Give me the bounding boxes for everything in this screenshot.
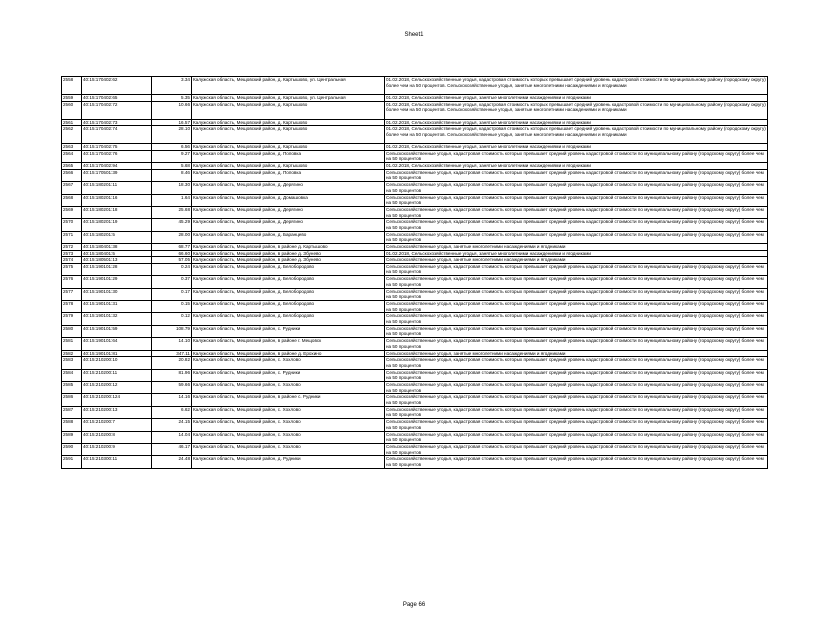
row-number-cell: 2571 [62, 231, 82, 243]
area-cell: 5.35 [152, 95, 192, 102]
table-row [62, 244, 768, 251]
land-category-cell: Сельскохозяйственные угодья, кадастровая стоимость которых превышает средний уровень кадастровой стоимости по муниципальному району (городскому округу) более чем на 50 процентов [385, 325, 768, 337]
cadastral-number-cell: 40:15:180501:13 [82, 257, 152, 264]
area-cell: 14.16 [152, 394, 192, 406]
row-number-cell: 2565 [62, 163, 82, 170]
area-cell: 0.12 [152, 313, 192, 325]
table-row [62, 101, 768, 119]
cadastral-number-cell: 40:15:170402:72 [82, 101, 152, 119]
cadastral-number-cell: 40:15:190101:81 [82, 350, 152, 357]
land-category-cell: Сельскохозяйственные угодья, кадастровая стоимость которых превышает средний уровень кадастровой стоимости по муниципальному району (городскому округу) более чем на 50 процентов [385, 206, 768, 218]
area-cell: 18.30 [152, 182, 192, 194]
address-cell: Калужская область, Мещовский район, в районе г. Мещовск [192, 338, 385, 350]
table-row [62, 382, 768, 394]
area-cell: 14.10 [152, 338, 192, 350]
area-cell: 10.66 [152, 101, 192, 119]
address-cell: Калужская область, Мещовский район, д. Белобородово [192, 263, 385, 275]
cadastral-number-cell: 40:15:170402:94 [82, 163, 152, 170]
cadastral-number-cell: 40:15:210200:10 [82, 357, 152, 369]
address-cell: Калужская область, Мещовский район, д. Белобородово [192, 276, 385, 288]
address-cell: Калужская область, Мещовский район, с. Хохлово [192, 406, 385, 418]
row-number-cell: 2590 [62, 443, 82, 455]
area-cell: 68.77 [152, 244, 192, 251]
table-row [62, 119, 768, 126]
address-cell: Калужская область, Мещовский район, д. Белобородово [192, 301, 385, 313]
cadastral-number-cell: 40:15:210200:11 [82, 369, 152, 381]
address-cell: Калужская область, Мещовский район, д. Поповка [192, 169, 385, 181]
row-number-cell: 2587 [62, 406, 82, 418]
land-category-cell: Сельскохозяйственные угодья, кадастровая стоимость которых превышает средний уровень кадастровой стоимости по муниципальному району (городскому округу) более чем на 50 процентов [385, 406, 768, 418]
cadastral-number-cell: 40:15:210200:13 [82, 406, 152, 418]
cadastral-number-cell: 40:15:180201:19 [82, 219, 152, 231]
cadastral-number-cell: 40:15:210200:7 [82, 419, 152, 431]
area-cell: 16.57 [152, 119, 192, 126]
table-row [62, 443, 768, 455]
page-number: Page 66 [402, 602, 426, 608]
land-category-cell: Сельскохозяйственные угодья, кадастровая стоимость которых превышает средний уровень кадастровой стоимости по муниципальному району (городскому округу) более чем на 50 процентов [385, 456, 768, 468]
land-category-cell: Сельскохозяйственные угодья, кадастровая стоимость которых превышает средний уровень кадастровой стоимости по муниципальному району (городскому округу) более чем на 50 процентов [385, 150, 768, 162]
area-cell: 81.96 [152, 369, 192, 381]
row-number-cell: 2574 [62, 257, 82, 264]
row-number-cell: 2586 [62, 394, 82, 406]
address-cell: Калужская область, Мещовский район, д. Картышово [192, 101, 385, 119]
address-cell: Калужская область, Мещовский район, в районе д. Картышово [192, 244, 385, 251]
address-cell: Калужская область, Мещовский район, д. Дерягино [192, 219, 385, 231]
cadastral-number-cell: 40:15:170402:74 [82, 126, 152, 144]
land-category-cell: Сельскохозяйственные угодья, кадастровая стоимость которых превышает средний уровень кадастровой стоимости по муниципальному району (городскому округу) более чем на 50 процентов [385, 394, 768, 406]
row-number-cell: 2588 [62, 419, 82, 431]
table-row [62, 231, 768, 243]
row-number-cell: 2569 [62, 206, 82, 218]
address-cell: Калужская область, Мещовский район, д. Картышово, ул. Центральная [192, 77, 385, 95]
area-cell: 45.29 [152, 219, 192, 231]
land-plots-table [61, 76, 768, 469]
row-number-cell: 2563 [62, 144, 82, 151]
area-cell: 66.60 [152, 250, 192, 257]
area-cell: 28.10 [152, 126, 192, 144]
area-cell: 5.68 [152, 163, 192, 170]
area-cell: 59.66 [152, 382, 192, 394]
area-cell: 0.17 [152, 288, 192, 300]
land-category-cell: Сельскохозяйственные угодья, кадастровая стоимость которых превышает средний уровень кадастровой стоимости по муниципальному району (городскому округу) более чем на 50 процентов [385, 431, 768, 443]
row-number-cell: 2562 [62, 126, 82, 144]
row-number-cell: 2575 [62, 263, 82, 275]
address-cell: Калужская область, Мещовский район, д. Дерягино [192, 182, 385, 194]
table-row [62, 369, 768, 381]
table-row [62, 126, 768, 144]
area-cell: 24.15 [152, 419, 192, 431]
cadastral-number-cell: 40:15:190101:30 [82, 288, 152, 300]
table-row [62, 419, 768, 431]
cadastral-number-cell: 40:15:170402:65 [82, 95, 152, 102]
land-category-cell: Сельскохозяйственные угодья, кадастровая стоимость которых превышает средний уровень кадастровой стоимости по муниципальному району (городскому округу) более чем на 50 процентов [385, 231, 768, 243]
cadastral-number-cell: 40:15:170402:62 [82, 77, 152, 95]
address-cell: Калужская область, Мещовский район, с. Рудники [192, 325, 385, 337]
address-cell: Калужская область, Мещовский район, в районе с. Рудники [192, 394, 385, 406]
area-cell: 46.17 [152, 443, 192, 455]
cadastral-number-cell: 40:15:210300:11 [82, 456, 152, 468]
row-number-cell: 2560 [62, 101, 82, 119]
cadastral-number-cell: 40:15:190101:59 [82, 325, 152, 337]
table-row [62, 456, 768, 468]
area-cell: 8.46 [152, 169, 192, 181]
address-cell: Калужская область, Мещовский район, в районе д. Збунево [192, 250, 385, 257]
area-cell: 3.34 [152, 77, 192, 95]
cadastral-number-cell: 40:15:170501:39 [82, 169, 152, 181]
table-row [62, 406, 768, 418]
land-category-cell: 01.02.2018, Сельскохозяйственные угодья, занятые многолетними насаждениями и ягодниками [385, 119, 768, 126]
area-cell: 347.11 [152, 350, 192, 357]
row-number-cell: 2582 [62, 350, 82, 357]
cadastral-number-cell: 40:15:210200:8 [82, 431, 152, 443]
address-cell: Калужская область, Мещовский район, д. Белобородово [192, 313, 385, 325]
cadastral-number-cell: 40:15:180201:18 [82, 206, 152, 218]
address-cell: Калужская область, Мещовский район, д. Картышово [192, 126, 385, 144]
land-category-cell: Сельскохозяйственные угодья, кадастровая стоимость которых превышает средний уровень кадастровой стоимости по муниципальному району (городскому округу) более чем на 50 процентов [385, 288, 768, 300]
row-number-cell: 2579 [62, 313, 82, 325]
area-cell: 20.82 [152, 357, 192, 369]
sheet-title: Sheet1 [404, 32, 424, 38]
cadastral-number-cell: 40:15:170402:75 [82, 144, 152, 151]
address-cell: Калужская область, Мещовский район, д. Домашовка [192, 194, 385, 206]
table-row [62, 276, 768, 288]
cadastral-number-cell: 40:15:210200:12 [82, 382, 152, 394]
row-number-cell: 2581 [62, 338, 82, 350]
table-row [62, 431, 768, 443]
area-cell: 24.48 [152, 456, 192, 468]
row-number-cell: 2578 [62, 301, 82, 313]
cadastral-number-cell: 40:15:210200:124 [82, 394, 152, 406]
address-cell: Калужская область, Мещовский район, в районе д. Збунево [192, 257, 385, 264]
cadastral-number-cell: 40:15:180201:16 [82, 194, 152, 206]
land-category-cell: Сельскохозяйственные угодья, кадастровая стоимость которых превышает средний уровень кадастровой стоимости по муниципальному району (городскому округу) более чем на 50 процентов [385, 276, 768, 288]
land-category-cell: Сельскохозяйственные угодья, кадастровая стоимость которых превышает средний уровень кадастровой стоимости по муниципальному району (городскому округу) более чем на 50 процентов [385, 443, 768, 455]
row-number-cell: 2585 [62, 382, 82, 394]
table-row [62, 144, 768, 151]
land-category-cell: Сельскохозяйственные угодья, кадастровая стоимость которых превышает средний уровень кадастровой стоимости по муниципальному району (городскому округу) более чем на 50 процентов [385, 219, 768, 231]
table-row [62, 288, 768, 300]
table-row [62, 257, 768, 264]
address-cell: Калужская область, Мещовский район, д. Картышово [192, 163, 385, 170]
cadastral-number-cell: 40:15:190101:32 [82, 313, 152, 325]
address-cell: Калужская область, Мещовский район, с. Рудники [192, 369, 385, 381]
row-number-cell: 2559 [62, 95, 82, 102]
address-cell: Калужская область, Мещовский район, в районе д. Ерохино [192, 350, 385, 357]
table-body [62, 77, 768, 469]
cadastral-number-cell: 40:15:180201:5 [82, 231, 152, 243]
table-row [62, 194, 768, 206]
land-category-cell: Сельскохозяйственные угодья, кадастровая стоимость которых превышает средний уровень кадастровой стоимости по муниципальному району (городскому округу) более чем на 50 процентов [385, 301, 768, 313]
table-row [62, 350, 768, 357]
address-cell: Калужская область, Мещовский район, д. Поповка [192, 150, 385, 162]
cadastral-number-cell: 40:15:170402:76 [82, 150, 152, 162]
cadastral-number-cell: 40:15:170402:73 [82, 119, 152, 126]
address-cell: Калужская область, Мещовский район, д. Картышово, ул. Центральная [192, 95, 385, 102]
table-row [62, 325, 768, 337]
address-cell: Калужская область, Мещовский район, с. Хохлово [192, 357, 385, 369]
land-category-cell: Сельскохозяйственные угодья, кадастровая стоимость которых превышает средний уровень кадастровой стоимости по муниципальному району (городскому округу) более чем на 50 процентов [385, 194, 768, 206]
land-category-cell: Сельскохозяйственные угодья, кадастровая стоимость которых превышает средний уровень кадастровой стоимости по муниципальному району (городскому округу) более чем на 50 процентов [385, 182, 768, 194]
area-cell: 57.05 [152, 257, 192, 264]
cadastral-number-cell: 40:15:190101:64 [82, 338, 152, 350]
land-category-cell: Сельскохозяйственные угодья, занятые многолетними насаждениями и ягодниками [385, 350, 768, 357]
address-cell: Калужская область, Мещовский район, с. Хохлово [192, 382, 385, 394]
land-category-cell: 01.02.2018, Сельскохозяйственные угодья, занятые многолетними насаждениями и ягодниками [385, 163, 768, 170]
area-cell: 0.24 [152, 263, 192, 275]
cadastral-number-cell: 40:15:180201:11 [82, 182, 152, 194]
row-number-cell: 2570 [62, 219, 82, 231]
table-row [62, 263, 768, 275]
table-row [62, 338, 768, 350]
table-row [62, 206, 768, 218]
row-number-cell: 2558 [62, 77, 82, 95]
land-category-cell: Сельскохозяйственные угодья, занятые многолетними насаждениями и ягодниками [385, 244, 768, 251]
land-category-cell: 01.02.2018, Сельскохозяйственные угодья, занятые многолетними насаждениями и ягодниками [385, 95, 768, 102]
area-cell: 108.79 [152, 325, 192, 337]
address-cell: Калужская область, Мещовский район, с. Хохлово [192, 419, 385, 431]
address-cell: Калужская область, Мещовский район, д. Баранцево [192, 231, 385, 243]
land-category-cell: 01.02.2018, Сельскохозяйственные угодья, занятые многолетними насаждениями и ягодниками [385, 250, 768, 257]
table-row [62, 219, 768, 231]
area-cell: 28.00 [152, 231, 192, 243]
area-cell: 0.15 [152, 301, 192, 313]
address-cell: Калужская область, Мещовский район, с. Хохлово [192, 443, 385, 455]
table-row [62, 357, 768, 369]
land-category-cell: 01.02.2018, Сельскохозяйственные угодья, занятые многолетними насаждениями и ягодниками [385, 144, 768, 151]
table-row [62, 301, 768, 313]
cadastral-number-cell: 40:15:190101:31 [82, 301, 152, 313]
table-row [62, 250, 768, 257]
row-number-cell: 2584 [62, 369, 82, 381]
land-category-cell: Сельскохозяйственные угодья, кадастровая стоимость которых превышает средний уровень кадастровой стоимости по муниципальному району (городскому округу) более чем на 50 процентов [385, 338, 768, 350]
land-category-cell: Сельскохозяйственные угодья, кадастровая стоимость которых превышает средний уровень кадастровой стоимости по муниципальному району (городскому округу) более чем на 50 процентов [385, 313, 768, 325]
land-category-cell: Сельскохозяйственные угодья, кадастровая стоимость которых превышает средний уровень кадастровой стоимости по муниципальному району (городскому округу) более чем на 50 процентов [385, 169, 768, 181]
land-category-cell: Сельскохозяйственные угодья, кадастровая стоимость которых превышает средний уровень кадастровой стоимости по муниципальному району (городскому округу) более чем на 50 процентов [385, 357, 768, 369]
row-number-cell: 2580 [62, 325, 82, 337]
address-cell: Калужская область, Мещовский район, д. Картышово [192, 119, 385, 126]
table-row [62, 77, 768, 95]
address-cell: Калужская область, Мещовский район, д. Картышово [192, 144, 385, 151]
land-category-cell: Сельскохозяйственные угодья, кадастровая стоимость которых превышает средний уровень кадастровой стоимости по муниципальному району (городскому округу) более чем на 50 процентов [385, 419, 768, 431]
area-cell: 25.68 [152, 206, 192, 218]
row-number-cell: 2568 [62, 194, 82, 206]
table-row [62, 163, 768, 170]
row-number-cell: 2567 [62, 182, 82, 194]
land-category-cell: 01.02.2018, Сельскохозяйственные угодья, кадастровая стоимость которых превышает средний уровень кадастровой стоимости по муниципальному району (городскому округу) более чем на 50 процентов. Сельскохозяйственные угодья, занятые многолетними насаждениями и ягодниками [385, 77, 768, 95]
address-cell: Калужская область, Мещовский район, д. Рудники [192, 456, 385, 468]
address-cell: Калужская область, Мещовский район, д. Дерягино [192, 206, 385, 218]
cadastral-number-cell: 40:15:210200:9 [82, 443, 152, 455]
address-cell: Калужская область, Мещовский район, с. Хохлово [192, 431, 385, 443]
cadastral-number-cell: 40:15:190101:29 [82, 276, 152, 288]
cadastral-number-cell: 40:15:180401:5 [82, 250, 152, 257]
land-category-cell: Сельскохозяйственные угодья, кадастровая стоимость которых превышает средний уровень кадастровой стоимости по муниципальному району (городскому округу) более чем на 50 процентов [385, 369, 768, 381]
row-number-cell: 2589 [62, 431, 82, 443]
address-cell: Калужская область, Мещовский район, д. Белобородово [192, 288, 385, 300]
land-category-cell: Сельскохозяйственные угодья, кадастровая стоимость которых превышает средний уровень кадастровой стоимости по муниципальному району (городскому округу) более чем на 50 процентов [385, 382, 768, 394]
area-cell: 14.04 [152, 431, 192, 443]
row-number-cell: 2576 [62, 276, 82, 288]
row-number-cell: 2577 [62, 288, 82, 300]
row-number-cell: 2561 [62, 119, 82, 126]
row-number-cell: 2573 [62, 250, 82, 257]
table-row [62, 150, 768, 162]
table-row [62, 313, 768, 325]
land-category-cell: 01.02.2018, Сельскохозяйственные угодья, кадастровая стоимость которых превышает средний уровень кадастровой стоимости по муниципальному району (городскому округу) более чем на 50 процентов. Сельскохозяйственные угодья, занятые многолетними насаждениями и ягодниками [385, 101, 768, 119]
land-category-cell: 01.02.2018, Сельскохозяйственные угодья, кадастровая стоимость которых превышает средний уровень кадастровой стоимости по муниципальному району (городскому округу) более чем на 50 процентов. Сельскохозяйственные угодья, занятые многолетними насаждениями и ягодниками [385, 126, 768, 144]
table-row [62, 169, 768, 181]
land-category-cell: Сельскохозяйственные угодья, занятые многолетними насаждениями и ягодниками [385, 257, 768, 264]
area-cell: 6.62 [152, 406, 192, 418]
land-category-cell: Сельскохозяйственные угодья, кадастровая стоимость которых превышает средний уровень кадастровой стоимости по муниципальному району (городскому округу) более чем на 50 процентов [385, 263, 768, 275]
area-cell: 9.27 [152, 150, 192, 162]
cadastral-number-cell: 40:15:180401:38 [82, 244, 152, 251]
table-row [62, 394, 768, 406]
area-cell: 0.37 [152, 276, 192, 288]
area-cell: 6.56 [152, 144, 192, 151]
table-row [62, 182, 768, 194]
area-cell: 1.64 [152, 194, 192, 206]
cadastral-number-cell: 40:15:190101:28 [82, 263, 152, 275]
row-number-cell: 2566 [62, 169, 82, 181]
table-row [62, 95, 768, 102]
row-number-cell: 2564 [62, 150, 82, 162]
row-number-cell: 2591 [62, 456, 82, 468]
row-number-cell: 2572 [62, 244, 82, 251]
row-number-cell: 2583 [62, 357, 82, 369]
